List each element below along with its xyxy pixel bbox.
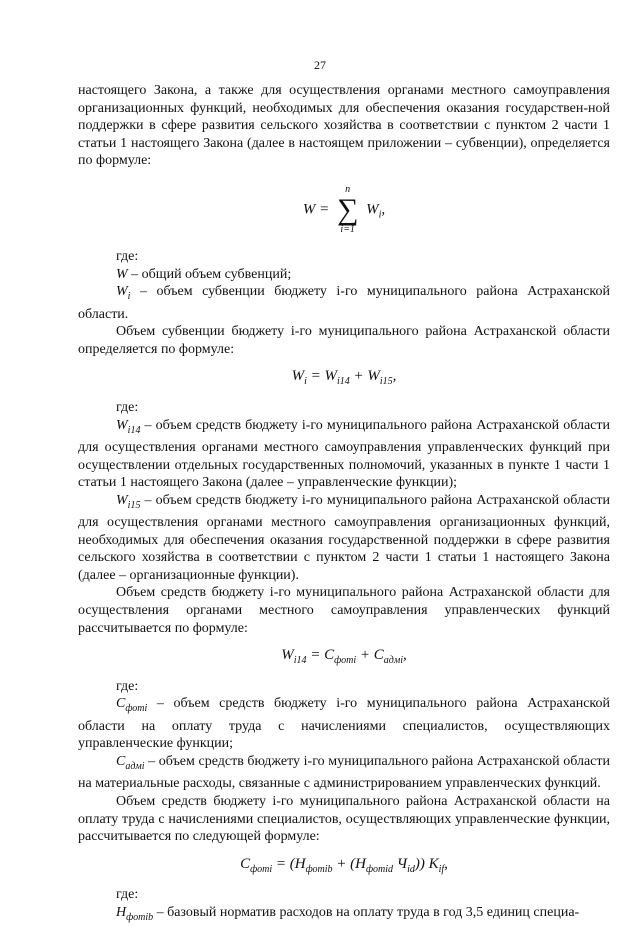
formula4-t4-sub: if <box>438 863 445 875</box>
definition-Wi14-text: – объем средств бюджету i-го муниципального района Астраханской области для осуществления органами местного самоуправления управленческих функций при осуществлении отдельных государственных полномочий, указанных в пункте 1 части 1 статьи 1 настоящего Закона (далее – управленческие функции); <box>78 417 610 491</box>
var-Nfot: Н <box>116 904 127 920</box>
sigma-icon: ∑ <box>336 192 359 226</box>
var-Wi14: W <box>116 417 128 433</box>
sum-upper-limit: n <box>345 183 351 195</box>
formula2-lhs-sub: i <box>304 376 307 388</box>
formula2-t1-sub: i14 <box>336 376 350 388</box>
formula3-lhs-sub: i14 <box>293 655 307 667</box>
definition-Wi <box>78 283 610 323</box>
paragraph-intro: настоящего Закона, а также для осуществления органами местного самоуправления организационных функций, необходимых для обеспечения оказания государствен-ной поддержки в сфере развития сельского хозяйства в соответствии с пунктом 2 части 1 статьи 1 настоящего Закона (далее в настоящем приложении – субвенции), определяется по формуле: <box>78 83 610 169</box>
formula1-lhs: W = <box>302 201 330 218</box>
sum-lower-limit: i=1 <box>340 223 355 235</box>
formula4-t3-sub: id <box>407 863 415 875</box>
formula4-t4-var: К <box>428 855 439 872</box>
where-label-2: где: <box>116 399 139 415</box>
formula2-t2-sub: i15 <box>379 376 393 388</box>
definition-W <box>78 266 610 284</box>
page-number: 27 <box>314 58 326 72</box>
formula2-t2-var: W <box>367 368 380 385</box>
formula2-plus: + <box>349 368 368 385</box>
formula4-t1-var: Н <box>294 855 306 872</box>
formula4-t2-var: Н <box>355 855 366 872</box>
formula-management-functions <box>78 647 610 670</box>
formula3-tail: , <box>403 647 407 664</box>
formula-total-subvention <box>78 184 610 236</box>
formula4-eq: = ( <box>272 855 295 872</box>
where-label-1: где: <box>116 248 139 264</box>
formula4-close: )) <box>414 855 425 872</box>
formula2-eq: = <box>306 368 325 385</box>
formula3-t2-var: C <box>373 647 384 664</box>
definition-Wi14 <box>78 417 610 492</box>
paragraph-management-functions: Объем средств бюджету i-го муниципального района Астраханской области для осуществления органами местного самоуправления управленческих функций рассчитывается по формуле: <box>78 585 610 636</box>
formula4-t2-sub: фотid <box>366 863 393 875</box>
definition-W-text: – общий объем субвенций; <box>127 266 292 282</box>
formula2-lhs-var: W <box>291 368 305 385</box>
where-label-4: где: <box>116 887 139 903</box>
paragraph-salary-formula: Объем средств бюджету i-го муниципального района Астраханской области на оплату труда с начислениями специалистов, осуществляющих управленческие функции, рассчитывается по следующей формуле: <box>78 793 610 845</box>
formula3-plus: + <box>356 647 374 664</box>
formula-salary <box>78 856 610 879</box>
var-Wi15-sub: i15 <box>127 499 141 511</box>
definition-Wi-text: – объем субвенции бюджету i-го муниципального района Астраханской области. <box>78 284 610 322</box>
formula3-t1-sub: фотi <box>334 655 357 667</box>
formula4-t3-var: Ч <box>396 855 408 872</box>
definition-Nfot-text: – базовый норматив расходов на оплату труда в год 3,5 единиц специа- <box>153 904 580 920</box>
formula1-rhs-sub: i <box>378 209 382 221</box>
definition-Nfot <box>78 904 610 926</box>
formula4-t1-sub: фотib <box>305 863 333 875</box>
formula1-rhs-var: W <box>366 201 379 218</box>
definition-Wi15-text: – объем средств бюджету i-го муниципального района Астраханской области для осуществления органами местного самоуправления организационных функций, необходимых для обеспечения оказания государственной поддержки в сфере развития сельского хозяйства в соответствии с пунктом 2 части 1 статьи 1 настоящего Закона (далее – организационные функции). <box>78 492 610 583</box>
definition-Cfot-text: – объем средств бюджету i-го муниципального района Астраханской области на оплату труда с начислениями специалистов, осуществляющих управленческие функции; <box>78 696 610 752</box>
formula4-plus: + ( <box>332 855 356 872</box>
var-Wi14-sub: i14 <box>127 424 141 436</box>
paragraph-subvention-formula: Объем субвенции бюджету i-го муниципального района Астраханской области определяется по формуле: <box>78 324 610 357</box>
where-label-3: где: <box>116 678 139 694</box>
formula-subvention-i <box>78 368 610 391</box>
var-Wi15: W <box>116 492 128 508</box>
var-Wi-sub: i <box>127 290 131 302</box>
formula2-tail: , <box>392 368 397 385</box>
var-Wi: W <box>116 284 128 300</box>
formula4-tail: , <box>444 855 448 872</box>
var-Nfot-sub: фотib <box>126 911 154 923</box>
definition-Cfot <box>78 695 610 753</box>
formula1-tail: , <box>381 201 386 218</box>
formula3-t1-var: C <box>324 647 335 664</box>
var-W: W <box>116 266 128 282</box>
definition-Cadm <box>78 753 610 793</box>
var-Cadm: C <box>116 754 126 769</box>
formula4-lhs-sub: фотi <box>250 863 273 875</box>
formula2-t1-var: W <box>324 368 337 385</box>
var-Cfot-sub: фотi <box>125 703 148 715</box>
var-Cfot: C <box>116 696 126 712</box>
var-Cadm-sub: адмi <box>125 760 145 772</box>
formula4-lhs-var: C <box>240 855 251 872</box>
formula3-t2-sub: адмi <box>383 655 403 667</box>
definition-Wi15 <box>78 492 610 585</box>
formula3-eq: = <box>306 647 325 664</box>
definition-Cadm-text: – объем средств бюджету i-го муниципального района Астраханской области на материальные расходы, связанные с администрированием управленческих функций. <box>78 754 610 792</box>
document-body <box>78 82 610 926</box>
formula3-lhs-var: W <box>281 647 294 664</box>
summation-symbol <box>337 184 358 236</box>
